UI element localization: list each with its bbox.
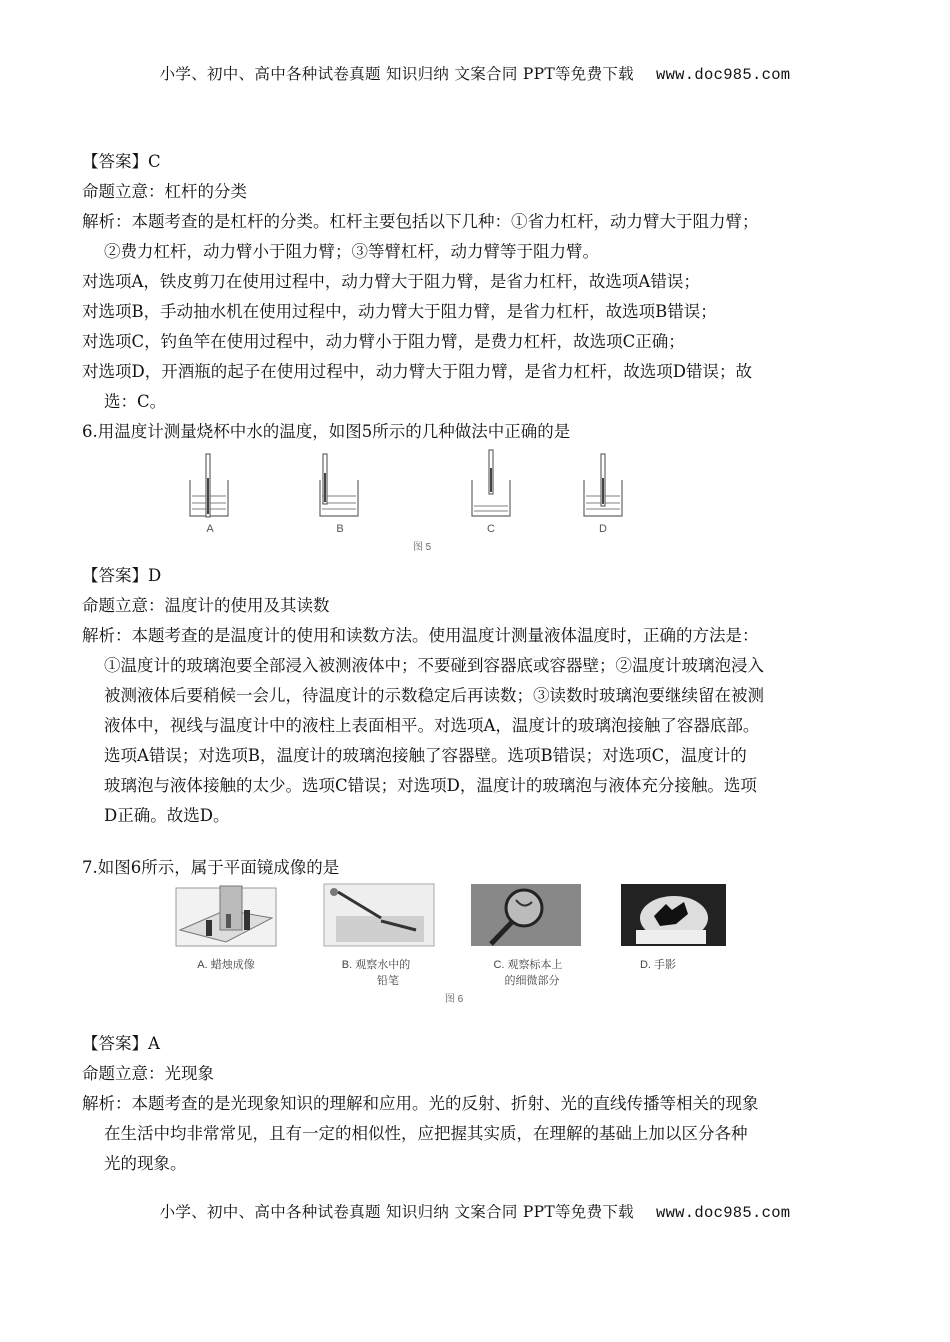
photo-candle-image (176, 886, 276, 946)
fig6-label-c-line1: C. 观察标本上 (493, 959, 563, 971)
q5-analysis-line1: 解析：本题考查的是杠杆的分类。杠杆主要包括以下几种：①省力杠杆，动力臂大于阻力臂； (82, 212, 759, 231)
q5-option-d-line1: 对选项D，开酒瓶的起子在使用过程中，动力臂大于阻力臂，是省力杠杆，故选项D错误；故 (82, 362, 752, 381)
q6-analysis-line4: 液体中，视线与温度计中的液柱上表面相平。对选项A，温度计的玻璃泡接触了容器底部。 (104, 716, 760, 735)
photo-hand-shadow (621, 884, 726, 946)
q6-analysis-line2: ①温度计的玻璃泡要全部浸入被测液体中；不要碰到容器底或容器壁；②温度计玻璃泡浸入 (104, 656, 764, 675)
q6-analysis-line1: 解析：本题考查的是温度计的使用和读数方法。使用温度计测量液体温度时，正确的方法是： (82, 626, 759, 645)
fig6-label-b-line2: 铅笔 (377, 975, 399, 987)
fig6-label-c-line2: 的细微部分 (504, 975, 560, 987)
fig5-label-b: B (336, 523, 344, 535)
beaker-c (472, 450, 510, 516)
footer-site: www.doc985.com (655, 1204, 791, 1222)
q5-option-a: 对选项A，铁皮剪刀在使用过程中，动力臂大于阻力臂，是省力杠杆，故选项A错误； (82, 272, 700, 291)
fig6-label-d: D. 手影 (639, 959, 677, 971)
header-text: 小学、初中、高中各种试卷真题 知识归纳 文案合同 PPT等免费下载 (159, 65, 634, 83)
page-header (0, 62, 950, 84)
beaker-b (320, 454, 358, 516)
q7-topic: 命题立意：光现象 (82, 1064, 214, 1083)
fig5-label-c: C (487, 523, 495, 535)
q7-analysis-line1: 解析：本题考查的是光现象知识的理解和应用。光的反射、折射、光的直线传播等相关的现象 (82, 1094, 759, 1113)
q6-analysis-line6: 玻璃泡与液体接触的太少。选项C错误；对选项D，温度计的玻璃泡与液体充分接触。选项 (104, 776, 757, 795)
q7-question: 7.如图6所示，属于平面镜成像的是 (82, 858, 340, 877)
q6-analysis-line7: D正确。故选D。 (104, 806, 230, 825)
q6-question: 6.用温度计测量烧杯中水的温度，如图5所示的几种做法中正确的是 (82, 422, 571, 441)
beaker-d (584, 454, 622, 516)
beaker-a (190, 454, 228, 517)
q5-option-c: 对选项C，钓鱼竿在使用过程中，动力臂小于阻力臂，是费力杠杆，故选项C正确； (82, 332, 685, 351)
q5-option-d-line2: 选：C。 (104, 392, 167, 411)
q7-analysis-line3: 光的现象。 (104, 1154, 187, 1173)
page-footer (0, 1200, 950, 1222)
fig6-caption: 图 6 (444, 994, 464, 1005)
q5-topic: 命题立意：杠杆的分类 (82, 182, 247, 201)
q7-answer: 【答案】A (82, 1034, 160, 1053)
fig6-label-a: A. 蜡烛成像 (197, 959, 255, 971)
fig5-label-d: D (599, 523, 607, 535)
q6-analysis-line3: 被测液体后要稍候一会儿，待温度计的示数稳定后再读数；③读数时玻璃泡要继续留在被测 (104, 686, 764, 705)
header-site: www.doc985.com (655, 66, 791, 84)
fig5-caption: 图 5 (412, 542, 432, 553)
photo-pencil-in-water (324, 884, 434, 946)
q6-answer: 【答案】D (82, 566, 162, 585)
figure-6-optics (166, 880, 736, 1008)
q6-analysis-line5: 选项A错误；对选项B，温度计的玻璃泡接触了容器壁。选项B错误；对选项C，温度计的 (104, 746, 747, 765)
figure-5-thermometers (170, 448, 640, 556)
q5-option-b: 对选项B，手动抽水机在使用过程中，动力臂大于阻力臂，是省力杠杆，故选项B错误； (82, 302, 717, 321)
q5-answer: 【答案】C (82, 152, 161, 171)
q5-analysis-line2: ②费力杠杆，动力臂小于阻力臂；③等臂杠杆，动力臂等于阻力臂。 (104, 242, 599, 261)
footer-text: 小学、初中、高中各种试卷真题 知识归纳 文案合同 PPT等免费下载 (159, 1203, 634, 1221)
fig6-label-b-line1: B. 观察水中的 (341, 959, 411, 971)
photo-magnifier (471, 884, 581, 946)
q7-analysis-line2: 在生活中均非常常见，且有一定的相似性，应把握其实质，在理解的基础上加以区分各种 (104, 1124, 748, 1143)
q6-topic: 命题立意：温度计的使用及其读数 (82, 596, 330, 615)
fig5-label-a: A (206, 523, 214, 535)
